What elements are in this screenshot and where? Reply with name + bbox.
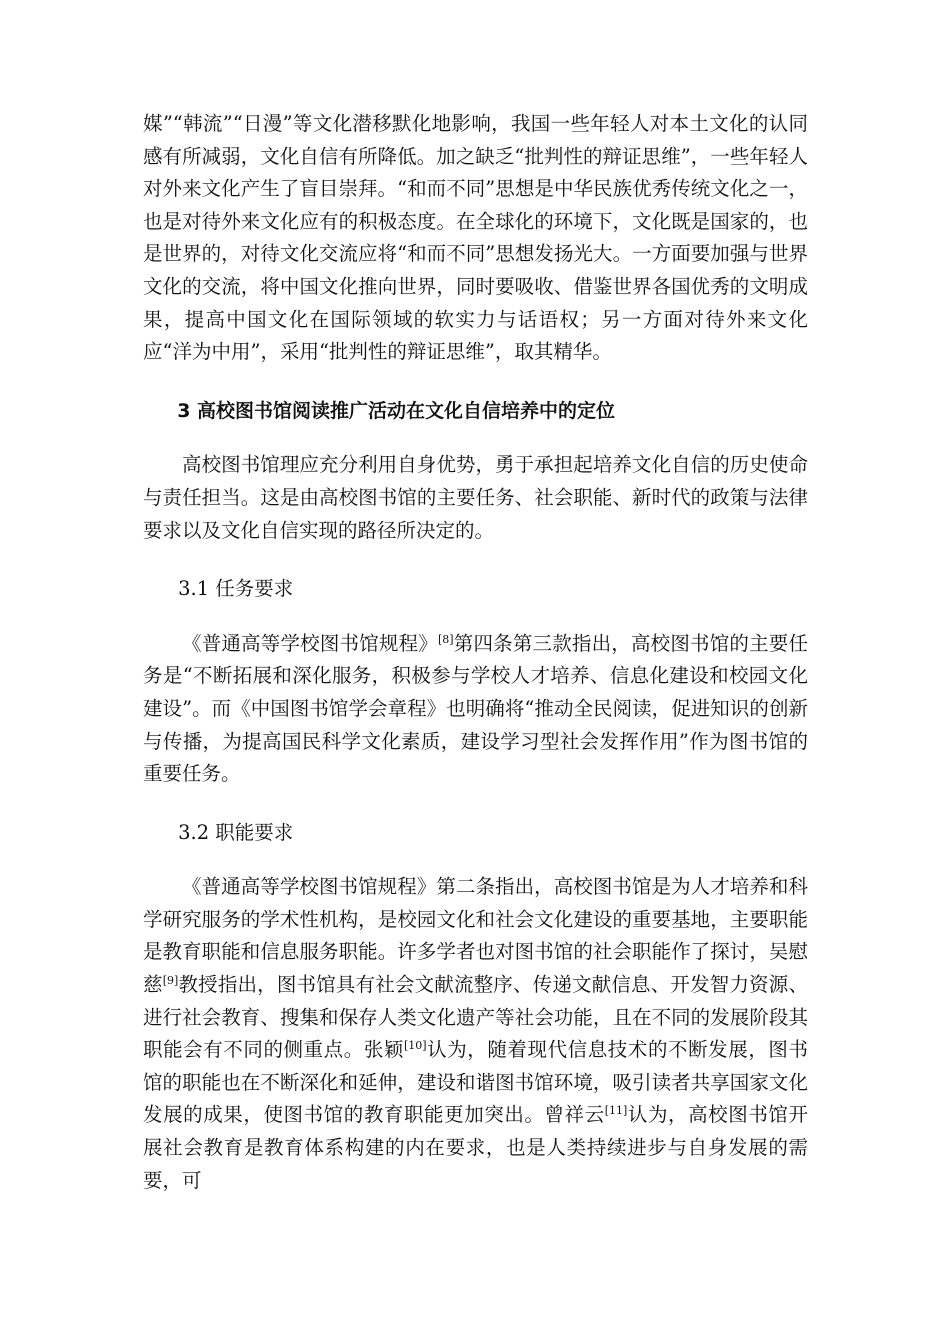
subsection-heading-3-1: 3.1 任务要求: [178, 577, 294, 601]
document-page: [143, 108, 808, 1197]
text-run: 《普通高等学校图书馆规程》第二条指出，高校图书馆是为人才培养和科学研究服务的学术性机构，是校园文化和社会文化建设的重要基地，主要职能是教育职能和信息服务职能。许多学者也对图书馆的社会职能作了探讨，吴慰慈: [143, 875, 808, 997]
citation-ref-8: [8]: [437, 632, 454, 646]
citation-ref-10: [10]: [403, 1039, 427, 1053]
paragraph-section-3-intro: 高校图书馆理应充分利用自身优势，勇于承担起培养文化自信的历史使命与责任担当。这是由高校图书馆的主要任务、社会职能、新时代的政策与法律要求以及文化自信实现的路径所决定的。: [143, 453, 808, 542]
citation-ref-11: [11]: [604, 1104, 628, 1118]
text-run: 《普通高等学校图书馆规程》: [182, 631, 438, 655]
paragraph-function-requirements: [143, 871, 808, 1197]
section-heading-3: 3 高校图书馆阅读推广活动在文化自信培养中的定位: [177, 399, 616, 422]
paragraph-task-requirements: [143, 628, 808, 791]
citation-ref-9: [9]: [162, 974, 179, 988]
text-run: 认为，高校图书馆开展社会教育是教育体系构建的内在要求，也是人类持续进步与自身发展的需要，可: [143, 1103, 808, 1192]
text-run: 教授指出，图书馆具有社会文献流整序、传递文献信息、开发智力资源、进行社会教育、搜集和保存人类文化遗产等社会功能，且在不同的发展阶段其职能会有不同的侧重点。张颖: [143, 973, 808, 1062]
text-run: 认为，随着现代信息技术的不断发展，图书馆的职能也在不断深化和延伸，建设和谐图书馆环境，吸引读者共享国家文化发展的成果，使图书馆的教育职能更加突出。曾祥云: [143, 1038, 808, 1127]
text-run: 第四条第三款指出，高校图书馆的主要任务是“不断拓展和深化服务，积极参与学校人才培养、信息化建设和校园文化建设”。而《中国图书馆学会章程》也明确将“推动全民阅读，促进知识的创新与传播，为提高国民科学文化素质，建设学习型社会发挥作用”作为图书馆的重要任务。: [143, 631, 808, 786]
paragraph-culture-exchange: 媒”“韩流”“日漫”等文化潜移默化地影响，我国一些年轻人对本土文化的认同感有所减弱，文化自信有所降低。加之缺乏“批判性的辩证思维”，一些年轻人对外来文化产生了盲目崇拜。“和而不同”思想是中华民族优秀传统文化之一，也是对待外来文化应有的积极态度。在全球化的环境下，文化既是国家的，也是世界的，对待文化交流应将“和而不同”思想发扬光大。一方面要加强与世界文化的交流，将中国文化推向世界，同时要吸收、借鉴世界各国优秀的文明成果，提高中国文化在国际领域的软实力与话语权；另一方面对待外来文化应“洋为中用”，采用“批判性的辩证思维”，取其精华。: [143, 112, 808, 364]
subsection-heading-3-2: 3.2 职能要求: [178, 820, 294, 844]
